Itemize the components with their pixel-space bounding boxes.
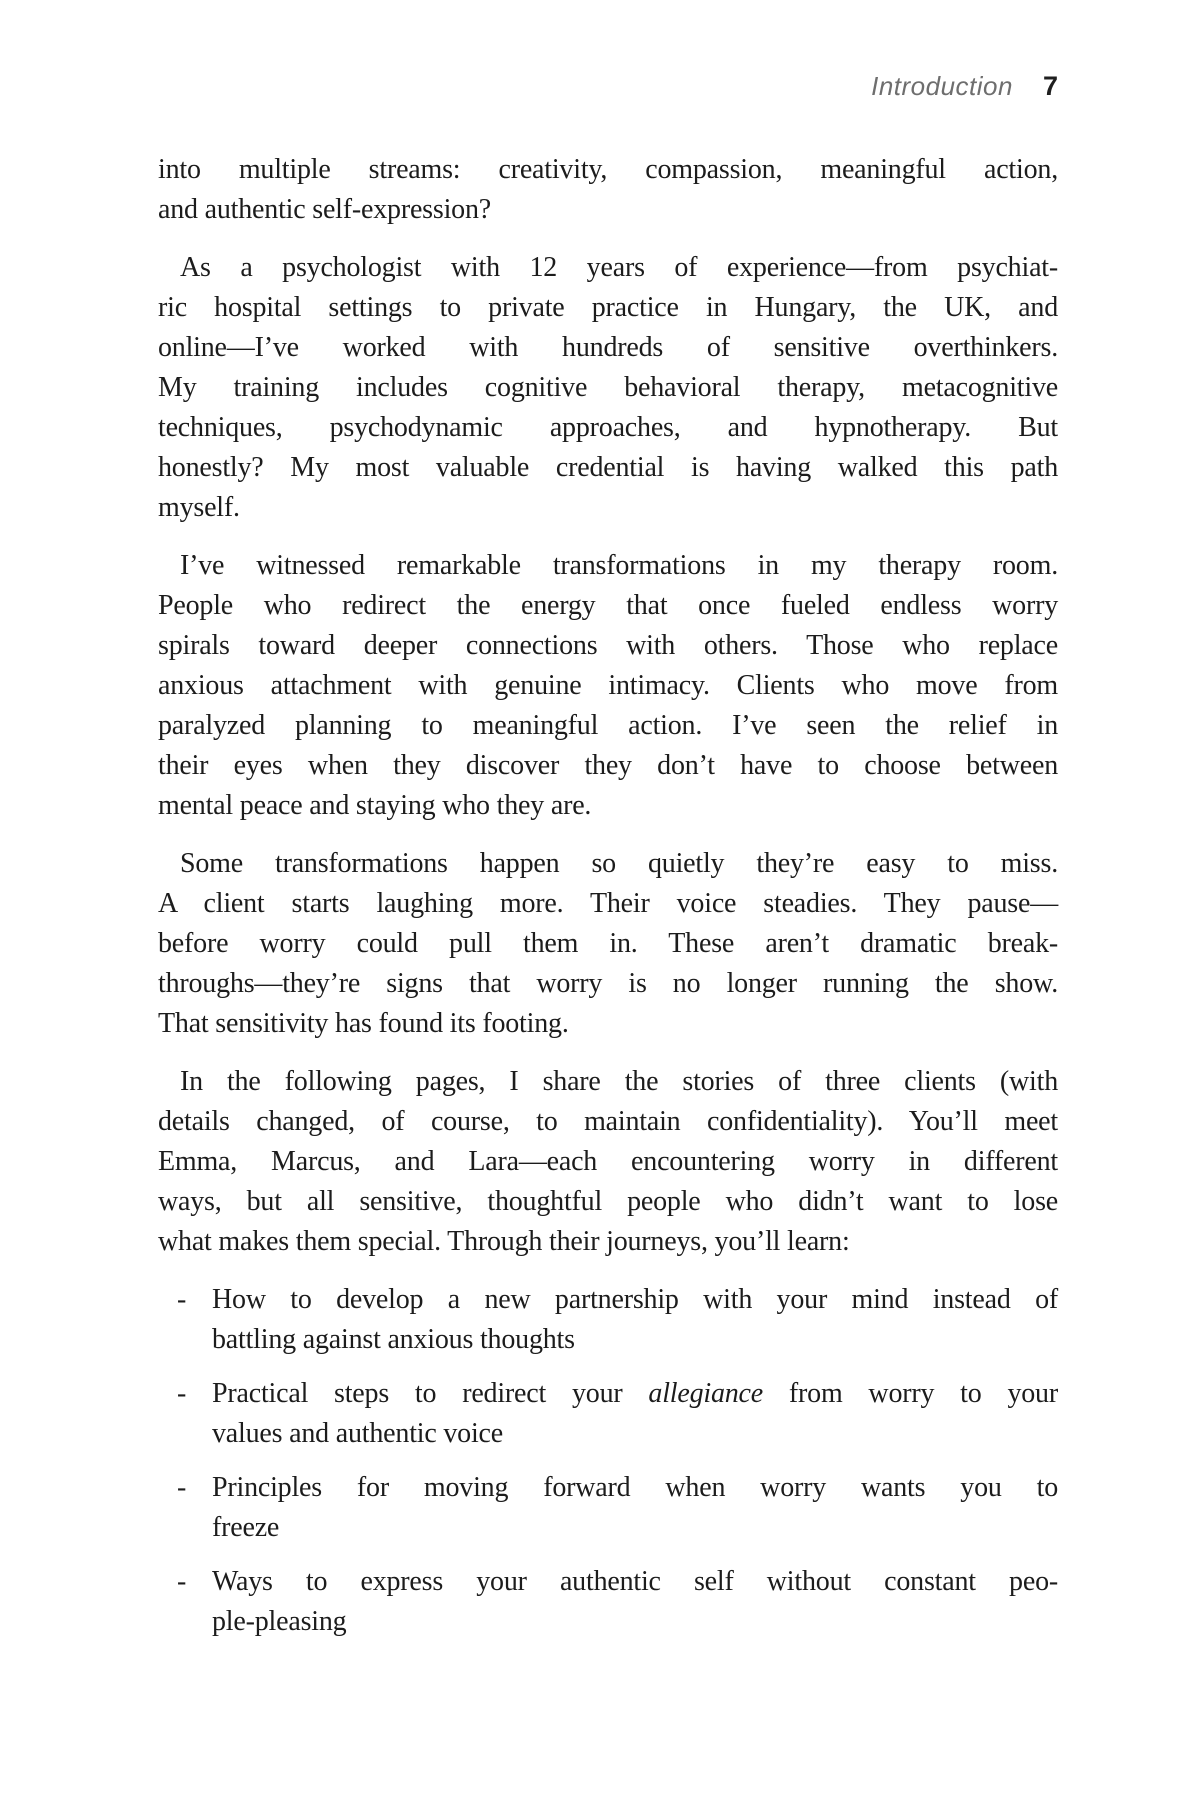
text-line: what makes them special. Through their journeys, you’ll learn: — [158, 1226, 850, 1257]
bullet-item — [158, 1562, 1058, 1642]
text-line: and authentic self-expression? — [158, 194, 491, 225]
text-line: Some transformations happen so quietly they’re easy to miss. — [180, 848, 1058, 879]
running-header — [158, 70, 1058, 102]
text-line: battling against anxious thoughts — [212, 1324, 575, 1355]
paragraph — [158, 150, 1058, 230]
page-number: 7 — [1042, 71, 1058, 101]
text-line: People who redirect the energy that once fueled endless worry — [158, 590, 1058, 621]
text-line: Principles for moving forward when worry wants you to — [212, 1472, 1058, 1503]
text-line: My training includes cognitive behavioral therapy, metacognitive — [158, 372, 1058, 403]
bullet-text — [212, 1468, 1058, 1548]
bullet-item — [158, 1280, 1058, 1360]
text-line: anxious attachment with genuine intimacy. Clients who move from — [158, 670, 1058, 701]
running-head-title: Introduction — [871, 71, 1013, 101]
paragraph — [158, 1062, 1058, 1262]
bullet-marker: - — [177, 1284, 187, 1315]
text-line: Emma, Marcus, and Lara—each encountering worry in different — [158, 1146, 1058, 1177]
bullet-marker: - — [177, 1472, 187, 1503]
text-line: ple-pleasing — [212, 1606, 347, 1637]
bullet-item — [158, 1374, 1058, 1454]
paragraph — [158, 844, 1058, 1044]
text-line: details changed, of course, to maintain confidentiality). You’ll meet — [158, 1106, 1058, 1137]
text-line: How to develop a new partnership with your mind instead of — [212, 1284, 1058, 1315]
text-line: As a psychologist with 12 years of experience—from psychiat- — [180, 252, 1058, 283]
bullet-text — [212, 1280, 1058, 1360]
bullet-text — [212, 1374, 1058, 1454]
text-line: values and authentic voice — [212, 1418, 504, 1449]
paragraph — [158, 248, 1058, 528]
text-line: Practical steps to redirect your allegiance from worry to your — [212, 1378, 1058, 1409]
text-line: freeze — [212, 1512, 280, 1543]
text-line: That sensitivity has found its footing. — [158, 1008, 569, 1039]
text-line: mental peace and staying who they are. — [158, 790, 592, 821]
text-line: their eyes when they discover they don’t have to choose between — [158, 750, 1058, 781]
text-line: into multiple streams: creativity, compassion, meaningful action, — [158, 154, 1058, 185]
text-line: honestly? My most valuable credential is having walked this path — [158, 452, 1058, 483]
page-body-text — [158, 150, 1058, 1642]
text-line: techniques, psychodynamic approaches, and hypnotherapy. But — [158, 412, 1058, 443]
bullet-text — [212, 1562, 1058, 1642]
bullet-marker: - — [177, 1566, 187, 1597]
text-line: before worry could pull them in. These aren’t dramatic break- — [158, 928, 1058, 959]
text-line: throughs—they’re signs that worry is no longer running the show. — [158, 968, 1058, 999]
text-line: In the following pages, I share the stories of three clients (with — [180, 1066, 1058, 1097]
text-line: Ways to express your authentic self without constant peo- — [212, 1566, 1058, 1597]
text-line: online—I’ve worked with hundreds of sensitive overthinkers. — [158, 332, 1058, 363]
text-line: spirals toward deeper connections with others. Those who replace — [158, 630, 1058, 661]
bullet-item — [158, 1468, 1058, 1548]
text-line: A client starts laughing more. Their voice steadies. They pause— — [158, 888, 1058, 919]
text-line: ways, but all sensitive, thoughtful people who didn’t want to lose — [158, 1186, 1058, 1217]
bullet-marker: - — [177, 1378, 187, 1409]
paragraph — [158, 546, 1058, 826]
text-line: ric hospital settings to private practice in Hungary, the UK, and — [158, 292, 1058, 323]
text-line: myself. — [158, 492, 240, 523]
text-line: paralyzed planning to meaningful action. I’ve seen the relief in — [158, 710, 1058, 741]
text-line: I’ve witnessed remarkable transformations in my therapy room. — [180, 550, 1058, 581]
